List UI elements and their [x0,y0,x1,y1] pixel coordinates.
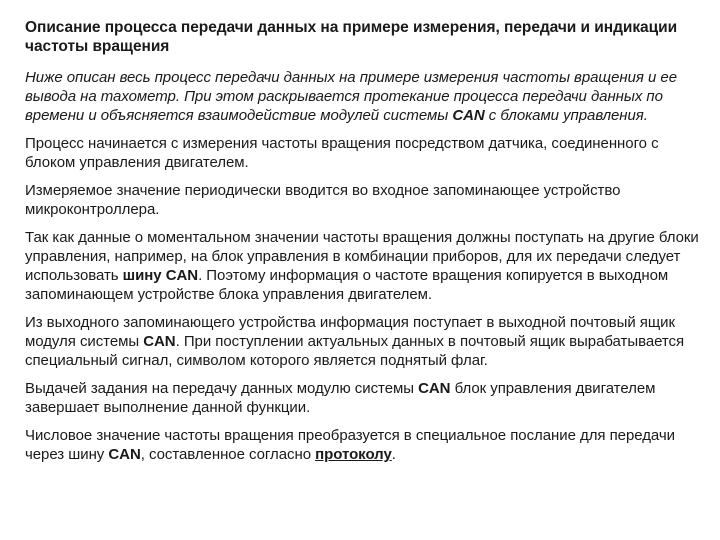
emphasis-term: CAN [452,107,485,124]
document-title: Описание процесса передачи данных на примере измерения, передачи и индикации частоты вращения [25,19,678,55]
emphasis-term: CAN [143,333,176,350]
paragraph-4 [25,228,700,304]
text-run: с блоками управления. [484,107,648,124]
paragraph-2 [25,134,700,172]
text-run: Процесс начинается с измерения частоты вращения посредством датчика, соединенного с блоком управления двигателем. [25,135,659,171]
paragraph-1 [25,68,700,125]
emphasis-term: CAN [418,380,451,397]
text-run: Числовое значение частоты вращения преобразуется в специальное послание для передачи через шину [25,427,675,463]
emphasis-term-underlined: протоколу [315,446,392,463]
text-run: , составленное согласно [140,446,316,463]
text-run: . Поэтому информация о частоте вращения копируется в выходном запоминающем устройстве блока управления двигателем. [25,267,669,303]
text-run: Выдачей задания на передачу данных модулю системы [25,380,419,397]
text-run: блок управления двигателем завершает выполнение данной функции. [25,380,656,416]
emphasis-term: шину CAN [122,267,199,284]
text-run: Измеряемое значение периодически вводится во входное запоминающее устройство микроконтроллера. [25,182,621,218]
text-run: Из выходного запоминающего устройства информация поступает в выходной почтовый ящик модуля системы [25,314,675,350]
emphasis-term: CAN [108,446,141,463]
document-body [25,68,700,464]
text-run: . При поступлении актуальных данных в почтовый ящик вырабатывается специальный сигнал, символом которого является поднятый флаг. [25,333,685,369]
paragraph-7 [25,426,700,464]
text-run: Ниже описан весь процесс передачи данных на примере измерения частоты вращения и ее вывода на тахометр. При этом раскрывается протекание процесса передачи данных по времени и объясняется взаимодействие модулей системы [25,69,677,124]
paragraph-3 [25,181,700,219]
text-run: . [391,446,396,463]
paragraph-6 [25,379,700,417]
paragraph-5 [25,313,700,370]
text-run: Так как данные о моментальном значении частоты вращения должны поступать на другие блоки управления, например, на блок управления в комбинации приборов, для их передачи следует использовать [25,229,699,284]
